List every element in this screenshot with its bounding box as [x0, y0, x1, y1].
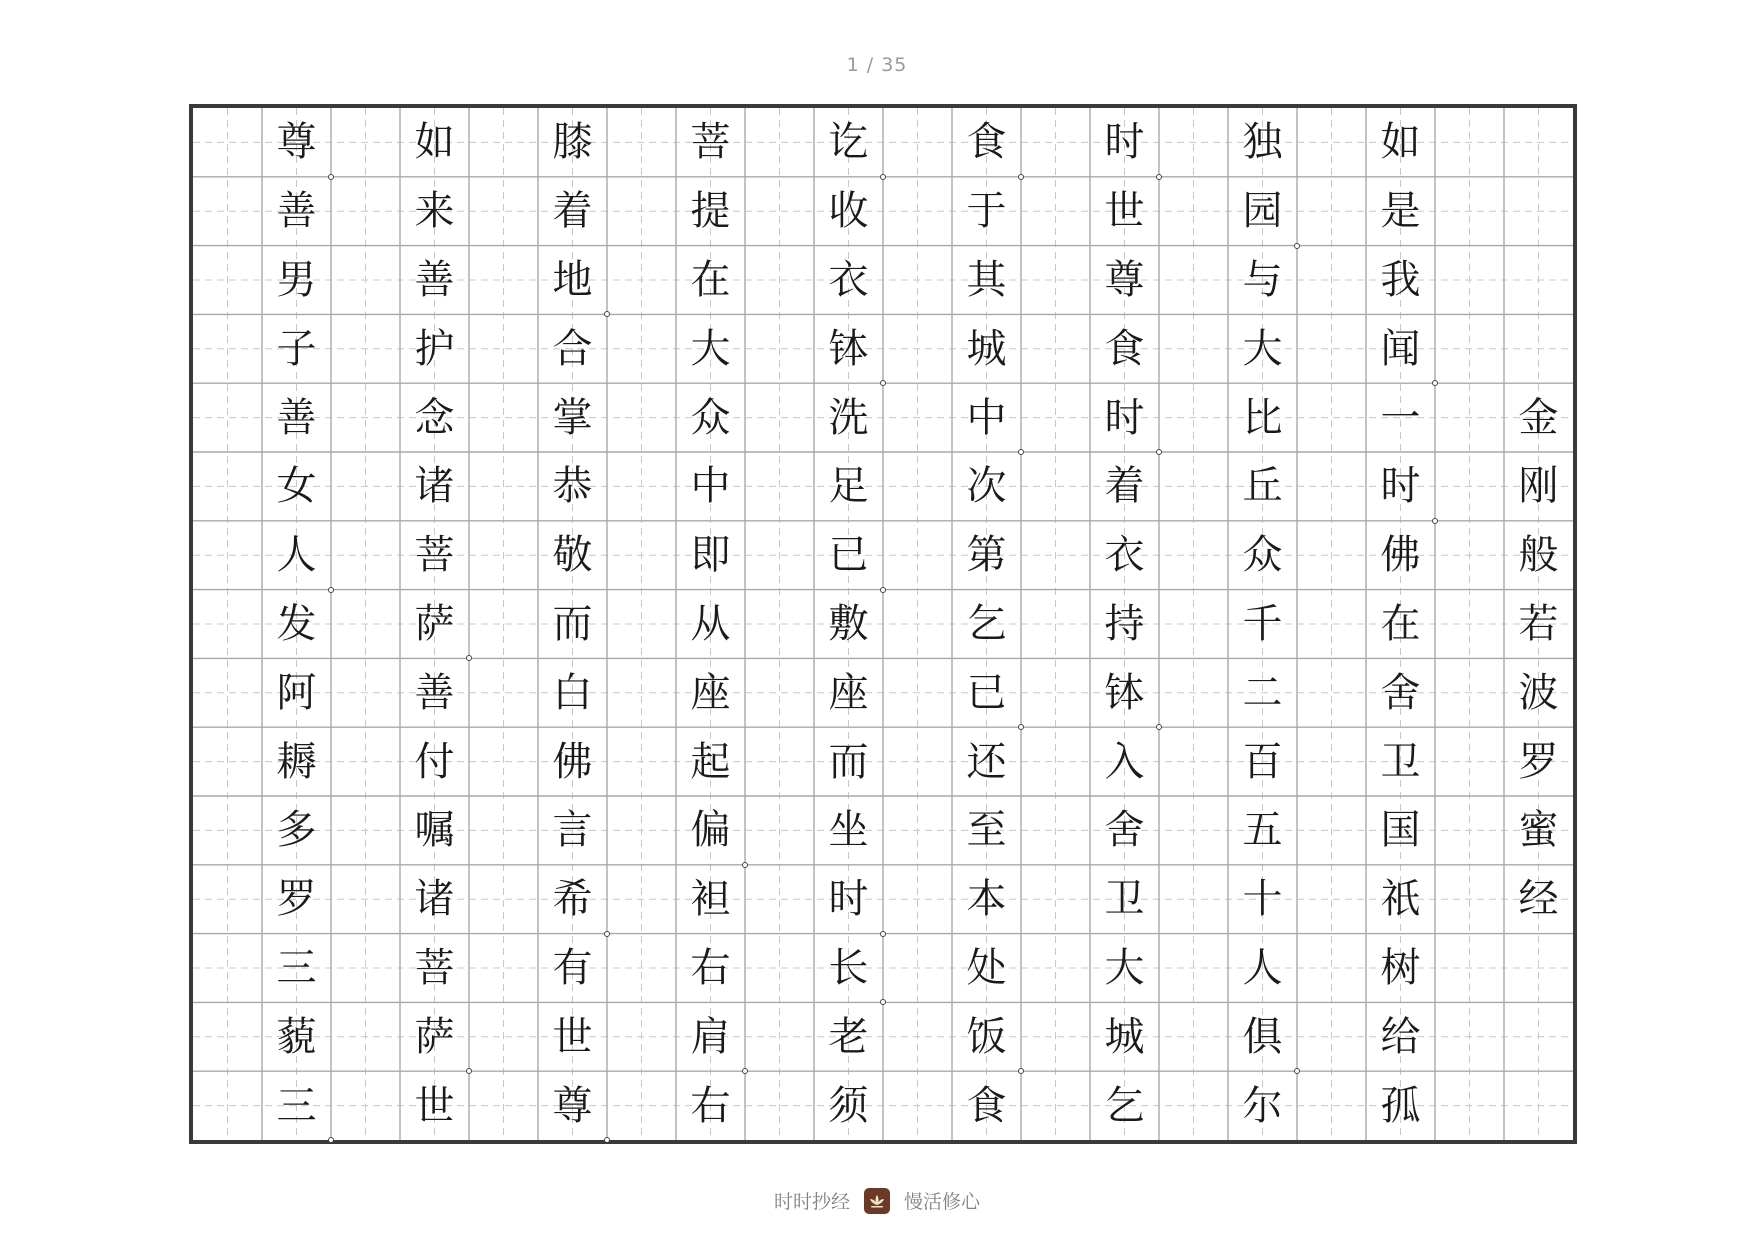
punctuation-dot: [742, 1068, 748, 1074]
character-cell: 十: [1242, 876, 1283, 923]
character-cell: 时: [1380, 463, 1421, 510]
punctuation-dot: [1018, 449, 1024, 455]
character-cell: 二: [1242, 669, 1283, 716]
character-cell: 我: [1380, 256, 1421, 303]
character-cell: 钵: [1104, 669, 1145, 716]
character-cell: 舍: [1380, 669, 1421, 716]
character-cell: 足: [828, 463, 869, 510]
character-cell: 菩: [414, 532, 455, 579]
character-cell: 善: [414, 256, 455, 303]
character-cell: 城: [1104, 1013, 1145, 1060]
character-cells: [193, 108, 1573, 1140]
punctuation-dot: [466, 655, 472, 661]
character-cell: 罗: [1518, 738, 1559, 785]
character-cell: 闻: [1380, 325, 1421, 372]
character-cell: 男: [276, 256, 317, 303]
character-cell: 本: [966, 876, 1007, 923]
character-cell: 千: [1242, 600, 1283, 647]
character-cell: 世: [552, 1013, 593, 1060]
character-cell: 给: [1380, 1013, 1421, 1060]
character-cell: 乞: [966, 600, 1007, 647]
punctuation-dot: [880, 174, 886, 180]
character-cell: 而: [828, 738, 869, 785]
character-cell: 若: [1518, 600, 1559, 647]
character-cell: 在: [1380, 600, 1421, 647]
character-cell: 园: [1242, 188, 1283, 235]
punctuation-dot: [1156, 174, 1162, 180]
character-cell: 刚: [1518, 463, 1559, 510]
character-cell: 嘱: [414, 807, 455, 854]
character-cell: 已: [828, 532, 869, 579]
punctuation-dot: [880, 587, 886, 593]
punctuation-dot: [1432, 380, 1438, 386]
character-cell: 佛: [1380, 532, 1421, 579]
character-cell: 念: [414, 394, 455, 441]
character-cell: 希: [552, 876, 593, 923]
character-cell: 座: [690, 669, 731, 716]
character-cell: 右: [690, 1082, 731, 1129]
character-cell: 坐: [828, 807, 869, 854]
character-cell: 子: [276, 325, 317, 372]
punctuation-dot: [328, 174, 334, 180]
character-cell: 祇: [1380, 876, 1421, 923]
punctuation-dot: [880, 380, 886, 386]
character-cell: 蜜: [1518, 807, 1559, 854]
character-cell: 一: [1380, 394, 1421, 441]
punctuation-dot: [1294, 1068, 1300, 1074]
character-cell: 诸: [414, 463, 455, 510]
character-cell: 食: [1104, 325, 1145, 372]
character-cell: 尔: [1242, 1082, 1283, 1129]
character-cell: 袒: [690, 876, 731, 923]
punctuation-dot: [466, 1068, 472, 1074]
character-cell: 人: [1242, 944, 1283, 991]
character-cell: 第: [966, 532, 1007, 579]
character-cell: 多: [276, 807, 317, 854]
character-cell: 掌: [552, 394, 593, 441]
character-cell: 入: [1104, 738, 1145, 785]
character-cell: 五: [1242, 807, 1283, 854]
punctuation-dot: [1018, 174, 1024, 180]
character-cell: 是: [1380, 188, 1421, 235]
character-cell: 萨: [414, 1013, 455, 1060]
character-cell: 罗: [276, 876, 317, 923]
copybook-grid: [189, 104, 1577, 1144]
character-cell: 善: [276, 394, 317, 441]
character-cell: 舍: [1104, 807, 1145, 854]
character-cell: 尊: [1104, 256, 1145, 303]
character-cell: 还: [966, 738, 1007, 785]
character-cell: 众: [690, 394, 731, 441]
character-cell: 着: [552, 188, 593, 235]
character-cell: 波: [1518, 669, 1559, 716]
character-cell: 树: [1380, 944, 1421, 991]
punctuation-dot: [604, 311, 610, 317]
character-cell: 人: [276, 532, 317, 579]
character-cell: 经: [1518, 876, 1559, 923]
footer-slogan: 慢活修心: [904, 1191, 981, 1213]
character-cell: 俱: [1242, 1013, 1283, 1060]
character-cell: 起: [690, 738, 731, 785]
character-cell: 在: [690, 256, 731, 303]
punctuation-dot: [1018, 724, 1024, 730]
character-cell: 大: [1104, 944, 1145, 991]
character-cell: 收: [828, 188, 869, 235]
character-cell: 老: [828, 1013, 869, 1060]
character-cell: 从: [690, 600, 731, 647]
character-cell: 长: [828, 944, 869, 991]
character-cell: 言: [552, 807, 593, 854]
character-cell: 座: [828, 669, 869, 716]
character-cell: 如: [1380, 119, 1421, 166]
character-cell: 时: [1104, 119, 1145, 166]
character-cell: 恭: [552, 463, 593, 510]
character-cell: 即: [690, 532, 731, 579]
character-cell: 膝: [552, 119, 593, 166]
character-cell: 萨: [414, 600, 455, 647]
character-cell: 三: [276, 1082, 317, 1129]
character-cell: 敬: [552, 532, 593, 579]
character-cell: 钵: [828, 325, 869, 372]
character-cell: 饭: [966, 1013, 1007, 1060]
character-cell: 国: [1380, 807, 1421, 854]
character-cell: 金: [1518, 394, 1559, 441]
character-cell: 三: [276, 944, 317, 991]
character-cell: 地: [552, 256, 593, 303]
character-cell: 洗: [828, 394, 869, 441]
character-cell: 菩: [414, 944, 455, 991]
character-cell: 至: [966, 807, 1007, 854]
character-cell: 白: [552, 669, 593, 716]
character-cell: 发: [276, 600, 317, 647]
character-cell: 其: [966, 256, 1007, 303]
character-cell: 大: [1242, 325, 1283, 372]
character-cell: 已: [966, 669, 1007, 716]
punctuation-dot: [1156, 724, 1162, 730]
character-cell: 中: [690, 463, 731, 510]
punctuation-dot: [1018, 1068, 1024, 1074]
character-cell: 着: [1104, 463, 1145, 510]
character-cell: 大: [690, 325, 731, 372]
character-cell: 偏: [690, 807, 731, 854]
punctuation-dot: [742, 862, 748, 868]
character-cell: 尊: [276, 119, 317, 166]
character-cell: 乞: [1104, 1082, 1145, 1129]
character-cell: 衣: [1104, 532, 1145, 579]
character-cell: 般: [1518, 532, 1559, 579]
character-cell: 合: [552, 325, 593, 372]
character-cell: 须: [828, 1082, 869, 1129]
character-cell: 善: [414, 669, 455, 716]
character-cell: 中: [966, 394, 1007, 441]
character-cell: 众: [1242, 532, 1283, 579]
character-cell: 食: [966, 119, 1007, 166]
punctuation-dot: [880, 931, 886, 937]
character-cell: 阿: [276, 669, 317, 716]
character-cell: 肩: [690, 1013, 731, 1060]
footer-app-name: 时时抄经: [773, 1191, 850, 1213]
character-cell: 敷: [828, 600, 869, 647]
character-cell: 世: [414, 1082, 455, 1129]
character-cell: 佛: [552, 738, 593, 785]
punctuation-dot: [328, 1137, 334, 1143]
character-cell: 卫: [1104, 876, 1145, 923]
character-cell: 来: [414, 188, 455, 235]
character-cell: 藐: [276, 1013, 317, 1060]
character-cell: 菩: [690, 119, 731, 166]
character-cell: 次: [966, 463, 1007, 510]
character-cell: 与: [1242, 256, 1283, 303]
punctuation-dot: [1156, 449, 1162, 455]
character-cell: 女: [276, 463, 317, 510]
punctuation-dot: [328, 587, 334, 593]
character-cell: 如: [414, 119, 455, 166]
character-cell: 尊: [552, 1082, 593, 1129]
character-cell: 而: [552, 600, 593, 647]
character-cell: 耨: [276, 738, 317, 785]
page-indicator: 1 / 35: [846, 54, 908, 76]
character-cell: 世: [1104, 188, 1145, 235]
character-cell: 护: [414, 325, 455, 372]
character-cell: 衣: [828, 256, 869, 303]
lotus-icon: [864, 1188, 890, 1214]
character-cell: 右: [690, 944, 731, 991]
footer: [0, 1187, 1754, 1214]
punctuation-dot: [880, 999, 886, 1005]
character-cell: 百: [1242, 738, 1283, 785]
character-cell: 城: [966, 325, 1007, 372]
punctuation-dot: [1432, 518, 1438, 524]
character-cell: 孤: [1380, 1082, 1421, 1129]
character-cell: 比: [1242, 394, 1283, 441]
character-cell: 时: [1104, 394, 1145, 441]
character-cell: 有: [552, 944, 593, 991]
character-cell: 食: [966, 1082, 1007, 1129]
character-cell: 卫: [1380, 738, 1421, 785]
punctuation-dot: [1294, 243, 1300, 249]
character-cell: 时: [828, 876, 869, 923]
character-cell: 丘: [1242, 463, 1283, 510]
character-cell: 讫: [828, 119, 869, 166]
character-cell: 于: [966, 188, 1007, 235]
character-cell: 处: [966, 944, 1007, 991]
punctuation-dot: [604, 1137, 610, 1143]
character-cell: 独: [1242, 119, 1283, 166]
character-cell: 善: [276, 188, 317, 235]
character-cell: 诸: [414, 876, 455, 923]
character-cell: 付: [414, 738, 455, 785]
character-cell: 持: [1104, 600, 1145, 647]
punctuation-dot: [604, 931, 610, 937]
character-cell: 提: [690, 188, 731, 235]
